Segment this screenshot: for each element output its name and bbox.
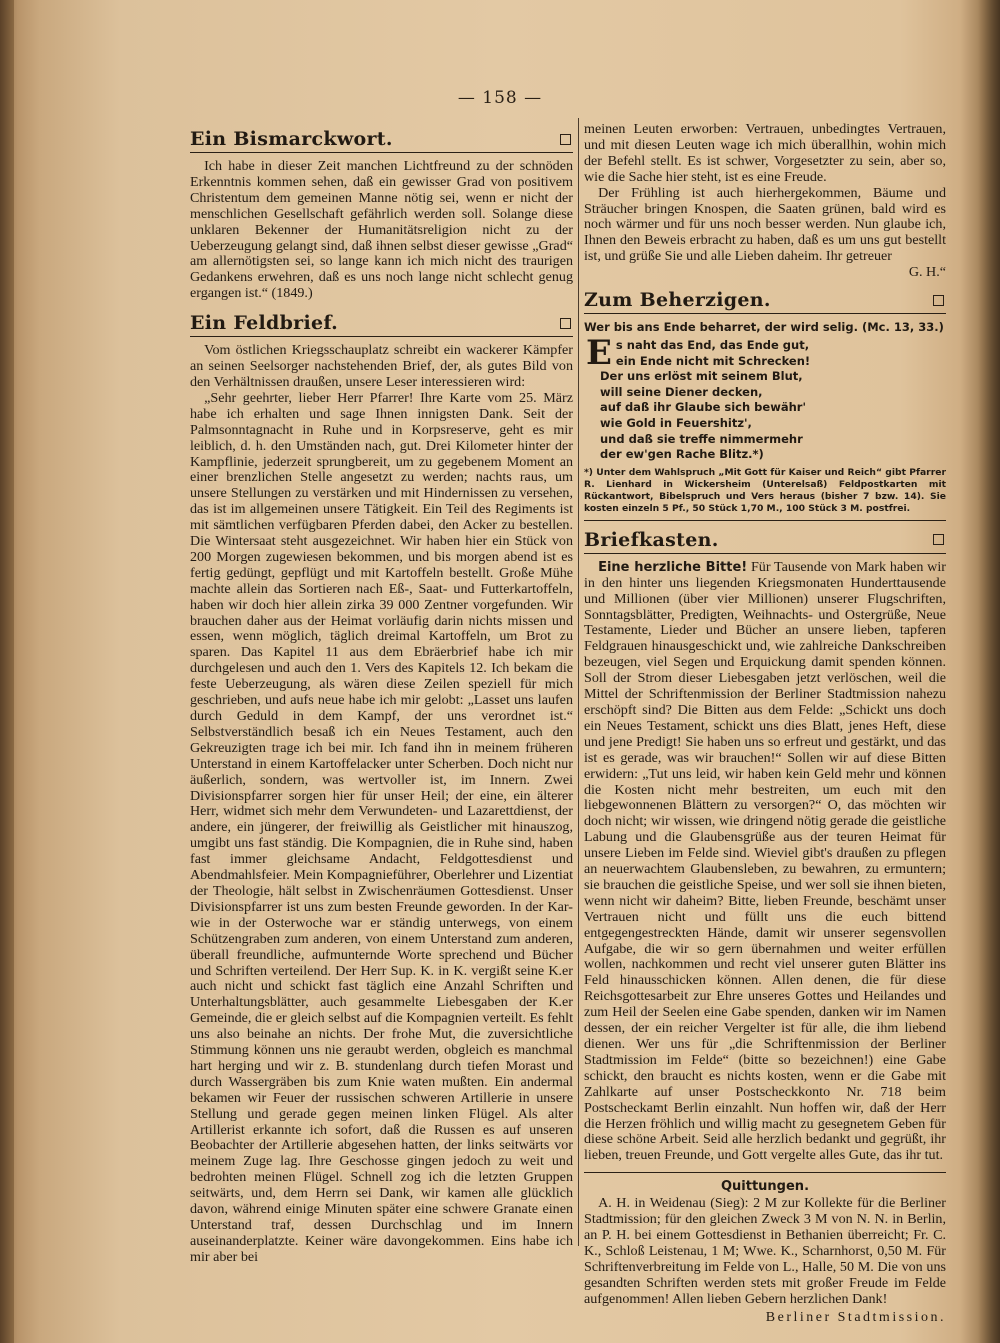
section-rule <box>584 520 946 521</box>
feldbrief-intro: Vom östlichen Kriegsschauplatz schreibt ein wackerer Kämpfer an seinen Seelsorger nachstehenden Brief, der, als gutes Bild von den Verhältnissen draußen, unsere Leser interessieren wird: <box>190 342 573 390</box>
right-column <box>584 122 946 1326</box>
poem-line: und daß sie treffe nimmermehr <box>600 431 803 446</box>
bible-verse: Wer bis ans Ende beharret, der wird selig. (Mc. 13, 33.) <box>584 320 944 335</box>
poem-line: s naht das End, das Ende gut, <box>615 338 810 353</box>
letter-signature: G. H.“ <box>908 264 946 281</box>
quittungen-title: Quittungen. <box>584 1172 946 1194</box>
section-header-briefkasten <box>584 529 946 554</box>
page-edge-shadow <box>978 0 1000 1343</box>
berliner-stadtmission-signature: Berliner Stadtmission. <box>765 1309 946 1325</box>
square-ornament-icon <box>560 134 571 145</box>
page-number: — 158 — <box>457 88 543 108</box>
section-title-bismarck: Ein Bismarckwort. <box>190 128 393 150</box>
feldbrief-letter: „Sehr geehrter, lieber Herr Pfarrer! Ihre Karte vom 25. März habe ich erhalten und sage Ihnen innigsten Dank. Seit der Palmsonntagnacht in Ruhe und in Korpsreserve, geht es mir leiblich, d. h. den Umständen nach, gut. Drei Kilometer hinter der Kampflinie, jederzeit sprungbereit, um zu gegebenem Moment an einer brenzlichen Stelle angesetzt zu werden; nachts raus, um unsere Stellungen zu verstärken und mit Hindernissen zu versehen, das ist im allgemeinen unsere Tätigkeit. Ein Teil des Regiments ist mit sämtlichen verfügbaren Pferden dabei, den Acker zu bestellen. Die Wintersaat steht ausgezeichnet. Wir haben hier ein Stück von 200 Morgen zugewiesen bekommen, und bis morgen abend ist es fertig gedüngt, gepflügt und mit Kartoffeln bestellt. Große Mühe machte allein das Sortieren nach Eß-, Saat- und Futterkartoffeln, haben wir doch hier allein zirka 39 000 Zentner vorgefunden. Wir brauchen daher aus der Heimat vorläufig darin nichts missen und essen, wenn möglich, täglich dreimal Kartoffeln, um Brot zu sparen. Das Kapitel 11 aus dem Ebräerbrief habe ich mir durchgelesen und auch den 1. Vers des Kapitels 12. Ich bekam die feste Ueberzeugung, als wären diese Zeilen speziell für mich geschrieben, und aufs neue habe ich mir gelobt: „Lasset uns laufen durch Geduld in dem Kampf, der uns verordnet ist.“ Selbstverständlich besaß ich ein Neues Testament, auch den Gekreuzigten trage ich bei mir. Ich fand ihn in meinem früheren Unterstand in einem Kartoffelacker unter Scherben. Doch nicht nur äußerlich, sondern, was wertvoller ist, im Innern. Zwei Divisionspfarrer sorgen hier für unser Heil; der eine, ein älterer Herr, widmet sich mehr dem Verwundeten- und Lazarettdienst, der andere, ein jüngerer, der freiwillig als Geistlicher mit hinauszog, umgibt uns fast ständig. Die Kompagnien, die in Ruhe sind, haben fast immer gleichsame Andacht, Feldgottesdienst und Abendmahlsfeier. Mein Kompagnieführer, Oberlehrer und Lizentiat der Theologie, hält selbst in Zwischenräumen Gottesdienst. Unser Divisionspfarrer ist uns zum besten Freunde geworden. In der Kar- wie in der Osterwoche war er ständig unterwegs, von einem Schützengraben zum anderen, von einem Unterstand zum anderen, überall freundliche, aufmunternde Worte sprechend und Bücher und Schriften verteilend. Der Herr Sup. K. in K. vergißt seine K.er auch nicht und schickt fast täglich eine Anzahl Schriften und Unterhaltungsblätter, auch gesammelte Liebesgaben der K.er Gemeinde, die er gleich selbst auf die Kompagnien verteilt. Es fehlt uns also beinahe an nichts. Der frohe Mut, die zuversichtliche Stimmung können uns nie geraubt werden, obgleich es manchmal hart herging und wir z. B. stundenlang durch tiefen Morast und durch Wassergräben bis zum Knie waten mußten. Ein andermal bekamen wir Feuer der russischen schweren Artillerie in unsere Stellung und gerade gegen meinen linken Flügel. Als alter Artillerist erkannte ich sofort, daß die Russen es auf unseren Beobachter der Artillerie abgesehen hatten, der links seitwärts vor meinem Zuge lag. Ihre Geschosse gingen jedoch zu weit und bedrohten meinen Flügel. Schnell zog ich die letzten Gruppen seitwärts, und, dem Herrn sei Dank, wir kamen alle glücklich davon, während einige Minuten später eine schwere Granate einen Unterstand traf, dessen Durchschlag und im Innern auseinanderplatzte. Keiner wäre davongekommen. Eins habe ich mir aber bei <box>190 389 573 1265</box>
section-title-briefkasten: Briefkasten. <box>584 528 719 551</box>
poem-line: will seine Diener decken, <box>600 384 763 399</box>
section-title-feldbrief: Ein Feldbrief. <box>190 312 339 335</box>
letter-continued: meinen Leuten erworben: Vertrauen, unbedingtes Vertrauen, und mit diesen Leuten wage ich mich überallhin, wohin mich der Befehl stellt. Es ist schwer, Vorgesetzter zu sein, aber so, wie die Sache hier steht, ist es eine Freude. <box>584 121 946 185</box>
letter-spring: Der Frühling ist auch hierhergekommen, Bäume und Sträucher bringen Knospen, die Saaten grünen, bald wird es noch wärmer und für uns noch besser werden. Nun glaube ich, Ihnen den Beweis erbracht zu haben, daß es um uns gut bestellt ist, und grüße Sie und alle Lieben daheim. Ihr getreuer <box>584 184 946 265</box>
square-ornament-icon <box>933 534 944 545</box>
column-divider <box>578 118 579 1246</box>
section-header-beherzigen <box>584 289 946 314</box>
book-binding <box>0 0 14 1343</box>
left-column <box>190 122 573 1266</box>
section-header-feldbrief <box>190 312 573 337</box>
bitte-paragraph <box>584 560 946 1164</box>
poem-line: wie Gold in Feuershitz', <box>600 416 752 431</box>
poem-line: der ew'gen Rache Blitz.*) <box>600 447 764 462</box>
poem <box>586 333 946 463</box>
letter-closing <box>584 265 946 281</box>
drop-cap: E <box>586 333 612 374</box>
poem-line: ein Ende nicht mit Schrecken! <box>615 353 811 368</box>
section-header-bismarck <box>190 128 573 153</box>
bitte-text: Für Tausende von Mark haben wir in den hinter uns liegenden Kriegsmonaten Hunderttausende und Millionen (über vier Millionen) unserer Flugschriften, Sonntagsblätter, Predigten, Weihnachts- und Ostergrüße, Neue Testamente, Lieder und Bücher an unsere lieben, tapferen Feldgrauen hinausgeschickt und, wie zahlreiche Dankschreiben bezeugen, viel Segen und Erquickung damit spenden können. Soll der Strom dieser Liebesgaben jetzt verlöschen, weil die Mittel der Schriftenmission der Berliner Stadtmission nahezu erschöpft sind? Die Bitten aus dem Felde: „Schickt uns doch ein Neues Testament, schickt uns dies Blatt, jenes Heft, diese und jene Predigt! Sie haben uns so erfreut und gestärkt, und das ist es gerade, was wir brauchen!“ Sollen wir auf diese Bitten erwidern: „Tut uns leid, wir haben kein Geld mehr und können die Kosten nicht mehr bestreiten, um euch mit den liebgewonnenen Blättern zu versorgen?“ O, das möchten wir doch nicht; wir wissen, wie dringend nötig gerade die geistliche Labung und die Glaubensgrüße aus der teuren Heimat für unsere Lieben im Felde sind. Wieviel gibt's draußen zu pflegen an neuerwachtem Glaubensleben, zu bewahren, zu ermuntern; sie brauchen die geistliche Speise, und wer soll sie ihnen bieten, wenn nicht wir daheim? Bitte, lieben Freunde, beschämt unser Vertrauen nicht und füllt uns die euch bittend entgegengestreckten Hände, damit wir unserer segensvollen Aufgabe, die wir so gern übernahmen und weiter erfüllen wollen, nachkommen und recht viel unserer guten Blätter ins Feld hinausschicken können. Allen denen, die für diese Reichsgottesarbeit zur Ehre unseres Gottes und Heilandes und zum Heil der Seelen eine Gabe spenden, danken wir im Namen dessen, der ein reicher Vergelter ist für alle, die ihm liebend dienen. Wer uns für „die Schriftenmission der Berliner Stadtmission im Felde“ (bitte so bezeichnen!) eine Gabe schickt, den braucht es nichts kosten, wenn er die Gabe mit Zahlkarte auf unser Postscheckkonto Nr. 718 beim Postscheckamt Berlin einzahlt. Nun hoffen wir, daß der Herr die Herzen fröhlich und willig macht zu gesegnetem Geben für diese schöne Arbeit. Seid alle herzlich bedankt und gegrüßt, ihr lieben, treuen Freunde, und Gott vergelte alles Gute, das ihr tut. <box>584 558 946 1164</box>
square-ornament-icon <box>933 295 944 306</box>
footnote: *) Unter dem Wahlspruch „Mit Gott für Kaiser und Reich“ gibt Pfarrer R. Lienhard in Wickersheim (Unterelsaß) Feldpostkarten mit Rückantwort, Bibelspruch und Vers heraus (bisher 7 bzw. 14). Sie kosten einzeln 5 Pf., 50 Stück 1,70 M., 100 Stück 3 M. postfrei. <box>584 466 946 514</box>
poem-line: auf daß ihr Glaube sich bewähr' <box>600 400 806 415</box>
quittungen-text: A. H. in Weidenau (Sieg): 2 M zur Kollekte für die Berliner Stadtmission; für den gleichen Zweck 3 M von N. N. in Berlin, an P. H. bei einem Gottesdienst in Bethanien überreicht; Fr. C. K., Schloß Leistenau, 1 M; Wwe. K., Scharnhorst, 0,50 M. Für Schriftenverbreitung im Felde von L., Halle, 50 M. Die von uns gesandten Schriften werden stets mit großer Freude im Felde aufgenommen! Allen lieben Gebern herzlichen Dank! <box>584 1195 946 1307</box>
section-title-beherzigen: Zum Beherzigen. <box>584 289 771 312</box>
bitte-label: Eine herzliche Bitte! <box>598 559 748 575</box>
square-ornament-icon <box>560 318 571 329</box>
bismarck-text: Ich habe in dieser Zeit manchen Lichtfreund zu der schnöden Erkenntnis kommen sehen, daß ein gewisser Grad von positivem Christentum dem gemeinen Manne nötig sei, wenn er nicht der menschlichen Gesellschaft gefährlich werden soll. Solange diese unklaren Bekenner der Humanitätsreligion nicht zu der Ueberzeugung gelangt sind, daß ihnen selbst dieser gewisse „Grad“ am allernötigsten sei, so lange kann ich mich nicht des traurigen Gedankens erwehren, daß es uns noch lange nicht schlecht genug ergangen ist.“ (1849.) <box>190 158 573 302</box>
poem-line: Der uns erlöst mit seinem Blut, <box>600 369 803 384</box>
